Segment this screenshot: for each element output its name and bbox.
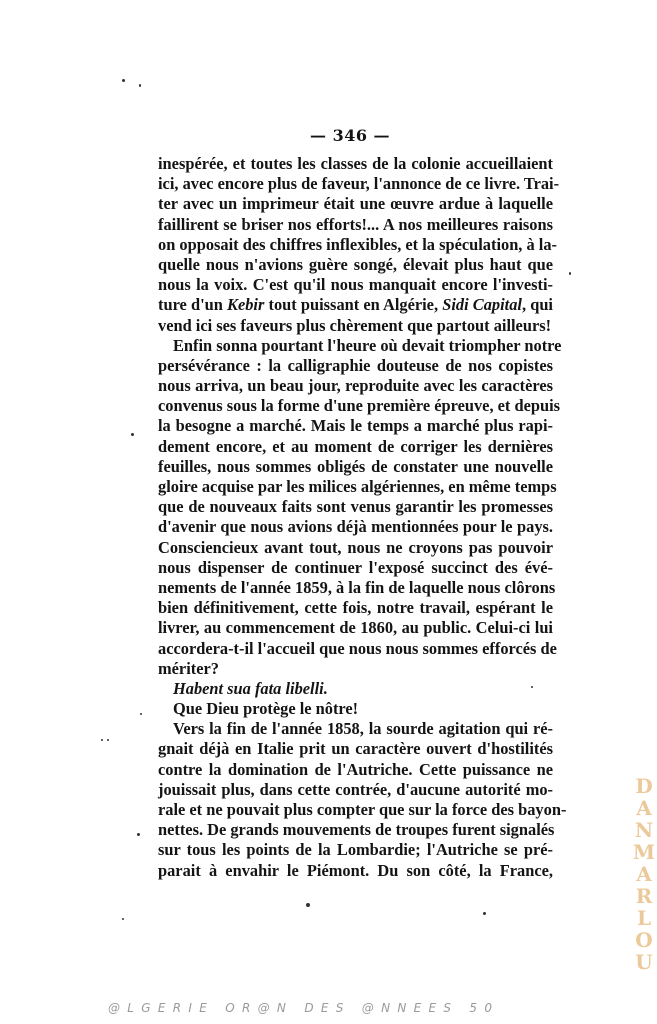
body-text (158, 154, 567, 881)
scan-speck (101, 739, 103, 741)
text-line: Vers la fin de l'année 1858, la sourde agitation qui ré- (173, 719, 553, 739)
text-line-kebir (158, 295, 553, 315)
text-line: accordera-t-il l'accueil que nous nous sommes efforcés de (158, 638, 557, 658)
scan-speck (306, 903, 310, 907)
watermark-letter: D (635, 774, 653, 798)
text-line: gnait déjà en Italie prit un caractère ouvert d'hostilités (158, 739, 553, 759)
scan-speck (139, 84, 141, 87)
sidi-capital-italic: Sidi Capital (442, 295, 522, 315)
text-line: jouissait plus, dans cette contrée, d'aucune autorité mo- (158, 779, 553, 799)
watermark-letter: R (635, 884, 653, 908)
kebir-italic: Kebir (227, 295, 265, 315)
scan-speck (131, 433, 134, 436)
scan-speck (107, 739, 109, 741)
text-line: d'avenir que nous avions déjà mentionnées pour le pays. (158, 517, 553, 537)
scan-speck (483, 912, 486, 915)
text-line: on opposait des chiffres inflexibles, et la spéculation, à la- (158, 234, 558, 254)
text-line: parait à envahir le Piémont. Du son côté, la France, (158, 860, 553, 880)
text-line: nements de l'année 1859, à la fin de laquelle nous clôrons (158, 577, 556, 597)
scan-speck (531, 686, 533, 688)
text-line: Que Dieu protège le nôtre! (173, 699, 359, 719)
scan-speck (569, 272, 571, 275)
text-line: que de nouveaux faits sont venus garantir les promesses (158, 497, 553, 517)
watermark-letter: A (636, 862, 652, 886)
text-line: feuilles, nous sommes obligés de constater une nouvelle (158, 456, 553, 476)
text-line: ici, avec encore plus de faveur, l'annonce de ce livre. Trai- (158, 174, 560, 194)
text-line: convenus sous la forme d'une première épreuve, et depuis (158, 396, 561, 416)
text-line: sur tous les points de la Lombardie; l'Autriche se pré- (158, 840, 553, 860)
text-line: persévérance : la calligraphie douteuse de nos copistes (158, 355, 553, 375)
text-line: vend ici ses faveurs plus chèrement que partout ailleurs! (158, 315, 552, 335)
watermark-letter: L (636, 906, 652, 930)
text-line: mériter? (158, 658, 219, 678)
text-line: bien définitivement, cette fois, notre travail, espérant le (158, 598, 553, 618)
page-number: — 346 — (310, 126, 391, 145)
text-line: gloire acquise par les milices algériennes, en même temps (158, 477, 557, 496)
text-segment: tout puissant en Algérie, (264, 295, 443, 315)
watermark-letter: M (632, 840, 656, 864)
watermark-letter: A (636, 796, 652, 820)
text-line: Enfin sonna pourtant l'heure où devait triompher notre (173, 335, 562, 355)
watermark-letter: N (634, 818, 654, 842)
side-watermark (631, 775, 657, 973)
text-segment: ture d'un (158, 295, 228, 315)
scan-speck (122, 79, 125, 82)
text-line: contre la domination de l'Autriche. Cette puissance ne (158, 759, 553, 779)
scan-speck (137, 833, 140, 836)
latin-quote: Habent sua fata libelli. (173, 678, 328, 698)
text-line: dement encore, et au moment de corriger les dernières (158, 436, 553, 456)
scan-speck (140, 713, 142, 715)
text-line: nous dispenser de continuer l'exposé succinct des évé- (158, 557, 553, 577)
text-line: nous arriva, un beau jour, reproduite avec les caractères (158, 376, 553, 396)
watermark-letter: U (635, 950, 653, 974)
text-line: nettes. De grands mouvements de troupes furent signalés (158, 820, 555, 840)
text-line: livrer, au commencement de 1860, au public. Celui-ci lui (158, 618, 553, 638)
text-line: inespérée, et toutes les classes de la colonie accueillaient (158, 154, 553, 173)
text-line: Consciencieux avant tout, nous ne croyons pas pouvoir (158, 537, 553, 557)
text-line: ter avec un imprimeur était une œuvre ardue à laquelle (158, 194, 553, 214)
scan-speck (122, 918, 124, 920)
text-line: nous la voix. C'est qu'il nous manquait encore l'investi- (158, 275, 553, 295)
text-line: rale et ne pouvait plus compter que sur la force des bayon- (158, 800, 567, 819)
text-segment: , qui (521, 295, 553, 315)
text-line: faillirent se briser nos efforts!... A nos meilleures raisons (158, 214, 553, 234)
text-line: la besogne a marché. Mais le temps a marché plus rapi- (158, 416, 553, 436)
footer-watermark: @LGERIE OR@N DES @NNEES 50 (108, 1001, 500, 1015)
text-line: quelle nous n'avions guère songé, élevait plus haut que (158, 254, 553, 274)
watermark-letter: O (635, 928, 653, 952)
